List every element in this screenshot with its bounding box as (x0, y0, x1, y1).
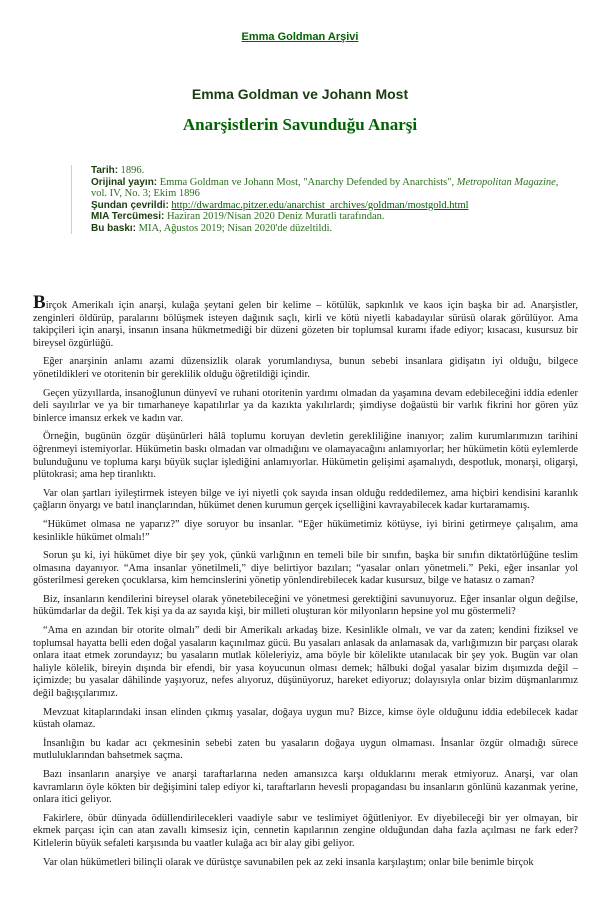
meta-source-row (91, 177, 586, 189)
meta-mia-label: MIA Tercümesi: (91, 211, 165, 222)
paragraph-12: Bazı insanların anarşiye ve anarşi taraftarlarına neden amansızca karşı olduklarını merak etmiyoruz. Anarşi, var olan kavramların öyle kökten bir değişimini talep ediyor ki, taraftarların hevesli propagandası bu insanların gönlünü kazanmak yerine, onlara itici geliyor. (33, 769, 578, 806)
paragraph-1 (33, 292, 578, 350)
meta-translated-label: Şundan çevrildi: (91, 199, 169, 211)
meta-print-row (91, 223, 586, 235)
paragraph-2: Eğer anarşinin anlamı azami düzensizlik olarak yorumlandıysa, bunun sebebi insanlara gidişatın iyi olduğu, bilgece yönetildikleri ve otoritenin bir gereklilik olduğu öğretildiği içindir. (33, 356, 578, 380)
article-body (33, 292, 578, 875)
meta-translated-row (91, 200, 586, 212)
paragraph-14: Var olan hükümetleri bilinçli olarak ve dürüstçe savunabilen pek az zeki insanla karşılaştım; onlar bile benimle birçok (43, 856, 534, 868)
meta-source-value: Emma Goldman ve Johann Most, "Anarchy Defended by Anarchists", (159, 176, 455, 188)
paragraph-6: “Hükümet olmasa ne yaparız?” diye soruyor bu insanlar. “Eğer hükümetimiz kötüyse, iyi birini getirmeye çalışalım, ama kesinlikle hükümet olmalı!” (33, 518, 578, 543)
paragraph-5: Var olan şartları iyileştirmek isteyen bilge ve iyi niyetli çok sayıda insan olduğu reddedilemez, ama hiçbiri kendisini karanlık çağların önyargı ve batıl inançlarından, hükümet denen kurumun gerçek içselliğini kavrayabilecek kadar kurtaramamış. (33, 487, 578, 512)
meta-mia-row (91, 211, 586, 223)
meta-print-value: MIA, Ağustos 2019; Nisan 2020'de düzeltildi. (138, 222, 333, 234)
paragraph-4: Örneğin, bugünün özgür düşünürleri hâlâ toplumu koruyan devletin gerekliliğine inanıyor; zalim kurumlarımızın tarihini öğrenmeyi istemiyorlar. Hükümetin baskı olmadan var olmadığını ve olamayacağını anlamıyorlar; her hükümetin kötü eylemlerde bulunduğunu ve topluma karşı büyük suçlar işlediğini anlamıyorlar. Hükümetin gelişimi aşamalıydı, despotluk, monarşi, oligarşi, plütokrasi; ama hep tiranlıktı. (33, 431, 578, 481)
meta-print-label: Bu baskı: (91, 222, 137, 234)
dropcap-letter: B (33, 292, 46, 313)
meta-source-line2: vol. IV, No. 3; Ekim 1896 (91, 188, 200, 199)
archive-link[interactable]: Emma Goldman Arşivi (241, 31, 359, 43)
article-title: Anarşistlerin Savunduğu Anarşi (182, 115, 418, 134)
paragraph-7: Sorun şu ki, iyi hükümet diye bir şey yok, çünkü varlığının en temeli bile bir sınıfın, başka bir sınıfın diktatörlüğüne teslim olmasına dayanıyor. “Ama insanlar yönetilmeli,” diye belirtiyor bazıları; “yasalar onları yönetmeli.” Peki, eğer insanlar yol gösterilmesi gereken çocuklarsa, kim hemcinslerini yönetip yönlendirebilecek kadar kusursuz, bilge ve hatasız o zaman? (33, 550, 578, 587)
paragraph-8: Biz, insanların kendilerini bireysel olarak yönetebileceğini ve yönetmesi gerektiğini savunuyoruz. Eğer insanlar olgun değilse, hükümdarlar da değil. Tek kişi ya da az sayıda kişi, bir milleti oluşturan kör milyonların hepsine yol mu göstermeli? (33, 593, 578, 618)
meta-mia-value: Haziran 2019/Nisan 2020 Deniz Muratli tarafından. (166, 211, 385, 222)
meta-date-label: Tarih: (91, 165, 119, 176)
paragraph-11: İnsanlığın bu kadar acı çekmesinin sebebi zaten bu yasaların doğaya uygun olmaması. İnsanlar özgür olmadığı sürece mutluluklarından bahsetmek saçma. (33, 737, 578, 762)
meta-date-row (91, 165, 586, 177)
paragraph-13: Fakirlere, öbür dünyada ödüllendirilecekleri vaadiyle sabır ve teslimiyet öğütleniyor. Ev diyebileceği bir yer olmayan, bir ekmek parçası için can atan zavallı kimsesiz için, cennetin kapılarının zengine olduğundan daha fazla açılması ne fark eder? Kitlelerin büyük sefaleti karşısında bu vaatler kulağa acı bir alay gibi geliyor. (33, 812, 578, 849)
paragraph-1-text: irçok Amerikalı için anarşi, kulağa şeytani gelen bir kelime – kötülük, sapkınlık ve kaos için başka bir ad. Anarşistler, zenginleri öldürüp, paralarını bölüşmek isteyen dağınık saçlı, kirli ve kötü niyetli kabadayılar sürüsü olarak görülüyor. Ama takipçileri için anarşi, insanın insana hükmetmediği bir düzeni gözeten bir toplumsal kuramı ifade ediyor; kısacası, kusursuz bir bireysel özgürlüğü. (33, 300, 578, 349)
meta-translated-link[interactable]: http://dwardmac.pitzer.edu/anarchist_archives/goldman/mostgold.html (171, 199, 469, 211)
paragraph-9: “Ama en azından bir otorite olmalı” dedi bir Amerikalı arkadaş bize. Kesinlikle olmalı, ve var da zaten; kendini fiziksel ve toplumsal hayatta belli eden doğal yasaların kaçınılmaz gücü. Bu yasaları anlasak da anlamasak da, varlığımızın bir parçası olarak onlara itaat etmek zorundayız; bu yasaların mutlak köleleriyiz, ama böyle bir kölelikte utanılacak bir şey yok. Bugün var olan haliyle kölelik, bireyin dışında bir efendi, bir yasa koyucunun olması demek; hâlbuki doğal yasalar bizim dışımızda değil – içimizde; bu yasalar dâhilinde yaşıyoruz, nefes alıyoruz, düşünüyoruz, hareket ediyoruz; dolayısıyla onlar bizim düşmanlarımız değil bağışçılarımız. (33, 625, 578, 700)
metadata-block (71, 165, 586, 234)
meta-source-magazine: Metropolitan Magazine (456, 176, 556, 188)
authors-heading: Emma Goldman ve Johann Most (191, 86, 409, 102)
meta-source-label: Orijinal yayın: (91, 176, 158, 188)
meta-date-value: 1896. (120, 165, 145, 176)
paragraph-3: Geçen yüzyıllarda, insanoğlunun dünyevî ve ruhani otoritenin yardımı olmadan da yaşamına devam edebileceğini iddia edenler deli sayılırlar ve ya bir tımarhaneye kapatılırlar ya da kazıkta yakılırlardı; şimdiyse doğaüstü bir varlık fikrini hor gören yüz binlerce imansız erkek ve kadın var. (33, 387, 578, 424)
meta-source-comma: , (555, 176, 559, 188)
paragraph-10: Mevzuat kitaplarındaki insan elinden çıkmış yasalar, doğaya uygun mu? Bizce, kimse öyle olduğunu iddia edebilecek kadar küstah olamaz. (33, 706, 578, 731)
